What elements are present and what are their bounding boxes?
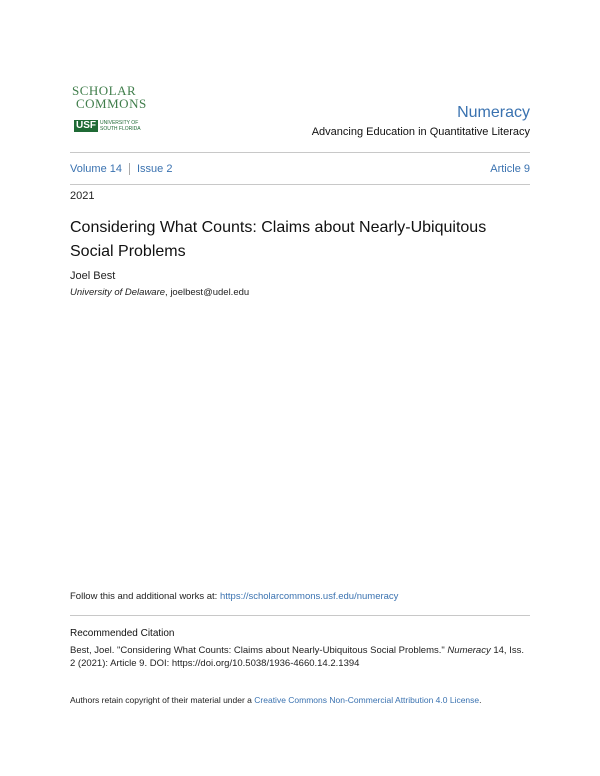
- article-link[interactable]: Article 9: [490, 163, 530, 175]
- scholar-commons-logo: [72, 84, 162, 134]
- author-email: , joelbest@udel.edu: [165, 287, 250, 298]
- rights-end: .: [479, 695, 482, 705]
- logo-line-commons: COMMONS: [76, 96, 147, 111]
- citation-journal: Numeracy: [447, 645, 491, 656]
- citation-text: [70, 644, 530, 670]
- journal-name[interactable]: Numeracy: [457, 104, 530, 121]
- journal-tagline: Advancing Education in Quantitative Literacy: [311, 126, 530, 138]
- university-name: [100, 120, 141, 132]
- separator: [129, 163, 130, 175]
- issue-info: [70, 163, 172, 175]
- citation-part-2: 14, Iss. 2 (2021): Article 9. DOI: https://doi.org/10.5038/1936-4660.14.2.1394: [70, 645, 524, 669]
- divider-mid: [70, 184, 530, 185]
- university-line-2: SOUTH FLORIDA: [100, 126, 141, 132]
- author-affiliation: [70, 287, 249, 298]
- follow-text: Follow this and additional works at:: [70, 591, 220, 602]
- citation-heading: Recommended Citation: [70, 628, 175, 639]
- author-name: Joel Best: [70, 270, 116, 282]
- usf-mark: USF: [76, 120, 96, 131]
- follow-line: [70, 591, 398, 602]
- article-title: Considering What Counts: Claims about Nearly-Ubiquitous Social Problems: [70, 219, 487, 260]
- license-link[interactable]: Creative Commons Non-Commercial Attribution 4.0 License: [254, 695, 480, 705]
- volume-link[interactable]: Volume 14: [70, 163, 122, 175]
- author-institution: University of Delaware: [70, 287, 166, 298]
- logo-line-scholar: SCHOLAR: [72, 83, 137, 98]
- repository-link[interactable]: https://scholarcommons.usf.edu/numeracy: [219, 591, 399, 602]
- citation-part-1: Best, Joel. "Considering What Counts: Claims about Nearly-Ubiquitous Social Problems.": [70, 645, 448, 656]
- usf-badge: [74, 120, 141, 132]
- rights-text: Authors retain copyright of their material under a: [70, 695, 255, 705]
- publication-year: 2021: [70, 190, 95, 202]
- divider-bottom: [70, 615, 530, 616]
- divider-top: [70, 152, 530, 153]
- university-line-1: UNIVERSITY OF: [100, 120, 139, 126]
- issue-link[interactable]: Issue 2: [136, 163, 173, 175]
- rights-statement: [70, 695, 482, 705]
